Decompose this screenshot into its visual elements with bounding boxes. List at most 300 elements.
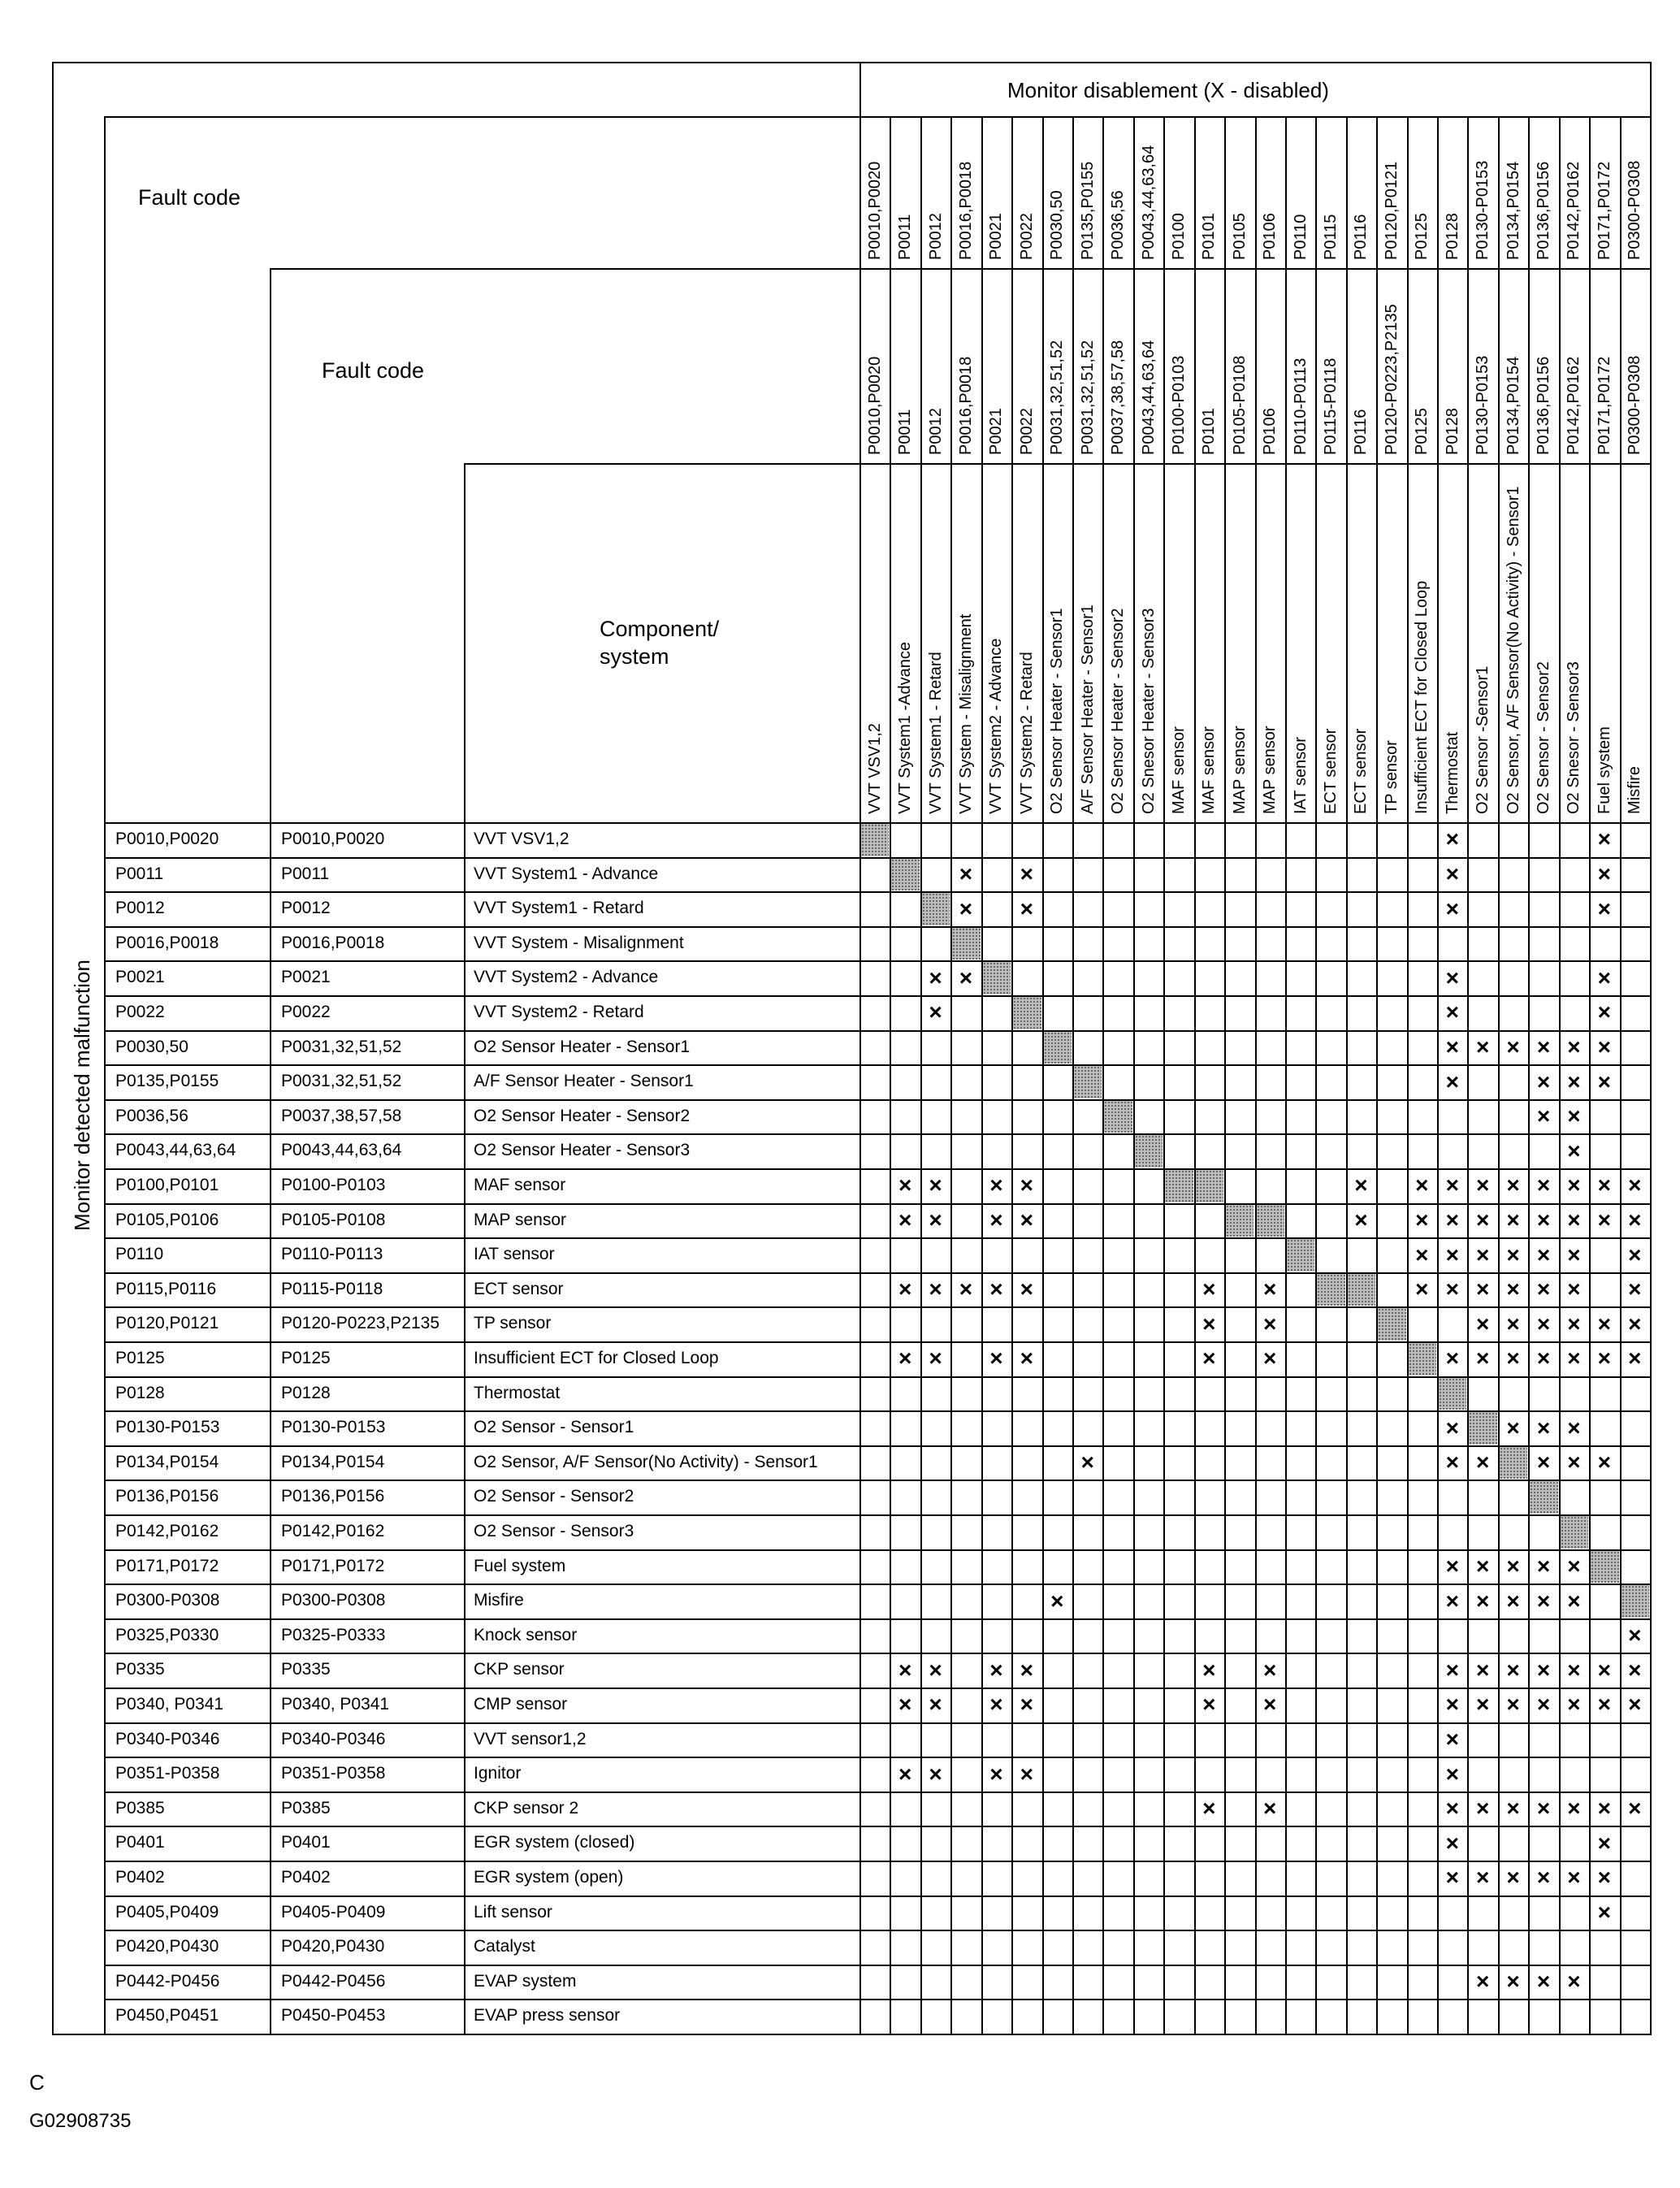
column-component-name: O2 Snesor Heater - Sensor3 xyxy=(1139,608,1158,814)
grid-line xyxy=(920,116,922,2034)
disabled-x-mark: × xyxy=(1506,1311,1520,1337)
row-fault-code-2: P0340, P0341 xyxy=(281,1695,390,1714)
column-component-name: Thermostat xyxy=(1443,731,1461,814)
disabled-x-mark: × xyxy=(1445,1692,1459,1718)
column-code-1: P0300-P0308 xyxy=(1626,160,1644,260)
grid-line xyxy=(104,1376,1652,1378)
disabled-x-mark: × xyxy=(898,1172,912,1198)
disabled-x-mark: × xyxy=(929,1692,942,1718)
disabled-x-mark: × xyxy=(1020,1761,1033,1787)
disabled-x-mark: × xyxy=(1597,1033,1612,1059)
disabled-x-mark: × xyxy=(989,1207,1003,1233)
disabled-x-mark: × xyxy=(1536,1553,1551,1579)
column-code-1: P0120,P0121 xyxy=(1382,161,1401,260)
grid-line xyxy=(1102,116,1104,2034)
grid-line xyxy=(1163,116,1165,2034)
disabled-x-mark: × xyxy=(1567,1311,1581,1337)
disabled-x-mark: × xyxy=(1445,1726,1459,1752)
grid-line xyxy=(1042,116,1044,2034)
column-component-name: ECT sensor xyxy=(1322,728,1340,814)
column-code-1: P0142,P0162 xyxy=(1565,161,1583,260)
grid-line xyxy=(1315,116,1317,2034)
row-fault-code-1: P0340-P0346 xyxy=(115,1729,220,1748)
row-component-name: Lift sensor xyxy=(474,1902,552,1922)
disabled-x-mark: × xyxy=(1445,895,1459,921)
row-component-name: CKP sensor xyxy=(474,1660,565,1679)
row-fault-code-2: P0010,P0020 xyxy=(281,830,385,848)
row-component-name: O2 Sensor - Sensor3 xyxy=(474,1522,634,1540)
self-monitor-hatched-cell xyxy=(1165,1170,1193,1202)
grid-line xyxy=(1133,116,1135,2034)
grid-line xyxy=(270,268,271,2034)
disabled-x-mark: × xyxy=(1536,1172,1551,1198)
row-fault-code-2: P0031,32,51,52 xyxy=(281,1072,402,1091)
disabled-x-mark: × xyxy=(1597,1068,1612,1094)
row-fault-code-1: P0100,P0101 xyxy=(115,1176,219,1194)
disabled-x-mark: × xyxy=(1202,1276,1216,1302)
column-code-1: P0134,P0154 xyxy=(1504,161,1522,260)
row-fault-code-1: P0022 xyxy=(115,1003,165,1021)
row-fault-code-1: P0135,P0155 xyxy=(115,1072,219,1091)
disabled-x-mark: × xyxy=(1506,1657,1520,1683)
row-fault-code-1: P0036,56 xyxy=(115,1106,188,1125)
disabled-x-mark: × xyxy=(1536,1276,1551,1302)
row-fault-code-1: P0128 xyxy=(115,1383,165,1402)
self-monitor-hatched-cell xyxy=(861,824,889,856)
grid-line xyxy=(1346,116,1348,2034)
row-fault-code-2: P0031,32,51,52 xyxy=(281,1037,402,1056)
disabled-x-mark: × xyxy=(1628,1241,1642,1267)
disabled-x-mark: × xyxy=(1445,1830,1459,1856)
self-monitor-hatched-cell xyxy=(1348,1274,1375,1306)
row-fault-code-1: P0115,P0116 xyxy=(115,1279,217,1298)
disabled-x-mark: × xyxy=(1263,1692,1277,1718)
column-component-name: MAF sensor xyxy=(1169,726,1188,814)
disabled-x-mark: × xyxy=(929,999,942,1025)
column-code-2: P0022 xyxy=(1017,408,1036,455)
row-fault-code-2: P0125 xyxy=(281,1349,331,1367)
disabled-x-mark: × xyxy=(1628,1345,1642,1371)
row-fault-code-1: P0043,44,63,64 xyxy=(115,1141,236,1160)
disabled-x-mark: × xyxy=(1445,1761,1459,1787)
disabled-x-mark: × xyxy=(1445,999,1459,1025)
row-fault-code-2: P0385 xyxy=(281,1798,331,1818)
row-component-name: EGR system (open) xyxy=(474,1868,624,1887)
column-code-1: P0022 xyxy=(1017,213,1036,260)
disabled-x-mark: × xyxy=(1415,1207,1429,1233)
disabled-x-mark: × xyxy=(1597,964,1612,990)
disabled-x-mark: × xyxy=(1567,1103,1581,1129)
disabled-x-mark: × xyxy=(1597,1830,1612,1856)
disabled-x-mark: × xyxy=(1202,1345,1216,1371)
row-component-name: IAT sensor xyxy=(474,1245,555,1264)
self-monitor-hatched-cell xyxy=(1439,1378,1466,1410)
row-fault-code-2: P0401 xyxy=(281,1833,331,1852)
column-code-1: P0115 xyxy=(1322,214,1340,260)
disabled-x-mark: × xyxy=(1597,1796,1612,1822)
disabled-x-mark: × xyxy=(989,1172,1003,1198)
footer-letter: C xyxy=(29,2070,45,2095)
disabled-x-mark: × xyxy=(1597,1311,1612,1337)
disabled-x-mark: × xyxy=(1202,1657,1216,1683)
disabled-x-mark: × xyxy=(1567,1865,1581,1891)
column-component-name: IAT sensor xyxy=(1291,737,1310,814)
self-monitor-hatched-cell xyxy=(1135,1135,1163,1168)
row-component-name: VVT System2 - Advance xyxy=(474,968,659,987)
row-component-name: O2 Sensor Heater - Sensor2 xyxy=(474,1106,691,1125)
disabled-x-mark: × xyxy=(1536,1588,1551,1614)
grid-line xyxy=(104,1826,1652,1827)
grid-line xyxy=(1224,116,1226,2034)
disabled-x-mark: × xyxy=(1445,1657,1459,1683)
self-monitor-hatched-cell xyxy=(1257,1205,1284,1237)
row-component-name: O2 Sensor - Sensor2 xyxy=(474,1487,634,1506)
disabled-x-mark: × xyxy=(1567,1068,1581,1094)
column-component-name: MAF sensor xyxy=(1200,726,1219,814)
column-code-2: P0101 xyxy=(1200,408,1219,455)
disabled-x-mark: × xyxy=(1567,1276,1581,1302)
disabled-x-mark: × xyxy=(929,1761,942,1787)
column-code-1: P0030,50 xyxy=(1048,190,1067,260)
column-component-name: ECT sensor xyxy=(1352,728,1370,814)
disabled-x-mark: × xyxy=(1567,1553,1581,1579)
grid-line xyxy=(104,116,106,2034)
column-code-1: P0101 xyxy=(1200,213,1219,260)
column-code-1: P0171,P0172 xyxy=(1595,161,1613,260)
row-fault-code-1: P0105,P0106 xyxy=(115,1210,219,1229)
disabled-x-mark: × xyxy=(1475,1692,1490,1718)
row-component-name: EVAP system xyxy=(474,1971,577,1991)
row-component-name: EGR system (closed) xyxy=(474,1833,635,1852)
disabled-x-mark: × xyxy=(1506,1172,1520,1198)
disabled-x-mark: × xyxy=(1597,826,1612,852)
disabled-x-mark: × xyxy=(1475,1207,1490,1233)
column-component-name: MAP sensor xyxy=(1261,726,1279,814)
disabled-x-mark: × xyxy=(1445,1415,1459,1441)
row-component-name: MAF sensor xyxy=(474,1176,566,1194)
row-component-name: O2 Sensor, A/F Sensor(No Activity) - Sensor1 xyxy=(474,1452,818,1471)
disabled-x-mark: × xyxy=(1475,1865,1490,1891)
row-fault-code-1: P0171,P0172 xyxy=(115,1556,219,1575)
row-fault-code-2: P0120-P0223,P2135 xyxy=(281,1314,439,1333)
column-code-2: P0134,P0154 xyxy=(1504,356,1522,455)
column-code-2: P0012 xyxy=(926,408,945,455)
column-code-2: P0120-P0223,P2135 xyxy=(1382,304,1401,455)
disabled-x-mark: × xyxy=(1475,1449,1490,1475)
grid-line xyxy=(104,1653,1652,1654)
disabled-x-mark: × xyxy=(1536,1692,1551,1718)
disabled-x-mark: × xyxy=(1628,1207,1642,1233)
grid-line xyxy=(52,62,54,2035)
disabled-x-mark: × xyxy=(1628,1657,1642,1683)
disabled-x-mark: × xyxy=(1567,1345,1581,1371)
grid-line xyxy=(1437,116,1439,2034)
column-component-name: O2 Sensor - Sensor2 xyxy=(1535,661,1553,814)
row-fault-code-1: P0016,P0018 xyxy=(115,933,219,952)
disabled-x-mark: × xyxy=(1597,860,1612,886)
row-component-name: VVT System - Misalignment xyxy=(474,933,684,952)
disabled-x-mark: × xyxy=(1628,1692,1642,1718)
column-code-1: P0110 xyxy=(1291,214,1310,260)
disabled-x-mark: × xyxy=(1628,1796,1642,1822)
disabled-x-mark: × xyxy=(1020,1172,1033,1198)
disabled-x-mark: × xyxy=(1415,1241,1429,1267)
column-code-2: P0106 xyxy=(1261,408,1279,455)
row-component-name: Catalyst xyxy=(474,1937,535,1956)
disabled-x-mark: × xyxy=(989,1657,1003,1683)
row-fault-code-2: P0171,P0172 xyxy=(281,1556,385,1575)
disabled-x-mark: × xyxy=(1628,1311,1642,1337)
column-code-1: P0010,P0020 xyxy=(865,161,884,260)
disabled-x-mark: × xyxy=(1506,1796,1520,1822)
column-code-2: P0010,P0020 xyxy=(865,356,884,455)
column-code-1: P0135,P0155 xyxy=(1078,161,1097,260)
disabled-x-mark: × xyxy=(1475,1345,1490,1371)
column-code-2: P0142,P0162 xyxy=(1565,356,1583,455)
disabled-x-mark: × xyxy=(1263,1796,1277,1822)
row-fault-code-2: P0110-P0113 xyxy=(281,1245,383,1264)
row-fault-code-1: P0450,P0451 xyxy=(115,2006,219,2026)
column-component-name: TP sensor xyxy=(1382,740,1401,814)
row-fault-code-2: P0130-P0153 xyxy=(281,1418,386,1437)
column-code-2: P0171,P0172 xyxy=(1595,356,1613,455)
grid-line xyxy=(1589,116,1591,2034)
figure-id: G02908735 xyxy=(29,2110,132,2132)
column-component-name: O2 Sensor Heater - Sensor1 xyxy=(1048,608,1067,814)
disabled-x-mark: × xyxy=(1475,1311,1490,1337)
column-component-name: Fuel system xyxy=(1595,726,1613,814)
self-monitor-hatched-cell xyxy=(983,962,1011,994)
disabled-x-mark: × xyxy=(1506,1276,1520,1302)
grid-line xyxy=(104,1792,1652,1793)
column-code-2: P0011 xyxy=(896,409,915,455)
column-code-1: P0125 xyxy=(1413,213,1431,260)
column-code-1: P0021 xyxy=(987,213,1006,260)
row-fault-code-1: P0110 xyxy=(115,1245,164,1264)
disabled-x-mark: × xyxy=(959,1276,973,1302)
column-code-1: P0116 xyxy=(1352,214,1370,260)
row-fault-code-1: P0030,50 xyxy=(115,1037,188,1056)
disabled-x-mark: × xyxy=(1597,1865,1612,1891)
grid-line xyxy=(104,960,1652,962)
disabled-x-mark: × xyxy=(1597,1657,1612,1683)
disabled-x-mark: × xyxy=(1445,964,1459,990)
column-code-2: P0100-P0103 xyxy=(1169,355,1188,455)
disabled-x-mark: × xyxy=(989,1276,1003,1302)
column-component-name: VVT VSV1,2 xyxy=(865,723,884,814)
disabled-x-mark: × xyxy=(1263,1657,1277,1683)
row-component-name: O2 Sensor Heater - Sensor1 xyxy=(474,1037,691,1056)
component-system-header: Component/ system xyxy=(600,617,720,669)
disabled-x-mark: × xyxy=(929,1345,942,1371)
disabled-x-mark: × xyxy=(1536,1345,1551,1371)
disabled-x-mark: × xyxy=(1628,1623,1642,1649)
grid-line xyxy=(104,116,1652,118)
column-code-2: P0031,32,51,52 xyxy=(1078,340,1097,455)
row-fault-code-2: P0012 xyxy=(281,899,331,918)
disabled-x-mark: × xyxy=(1445,1449,1459,1475)
column-component-name: VVT System - Misalignment xyxy=(956,613,975,814)
self-monitor-hatched-cell xyxy=(1378,1308,1405,1341)
grid-line xyxy=(1194,116,1196,2034)
column-component-name: O2 Sensor -Sensor1 xyxy=(1474,665,1492,814)
row-fault-code-1: P0385 xyxy=(115,1798,165,1818)
disabled-x-mark: × xyxy=(959,860,973,886)
disabled-x-mark: × xyxy=(1445,1553,1459,1579)
disabled-x-mark: × xyxy=(1445,1865,1459,1891)
row-fault-code-2: P0037,38,57,58 xyxy=(281,1106,402,1125)
disabled-x-mark: × xyxy=(1536,1311,1551,1337)
column-code-1: P0128 xyxy=(1443,213,1461,260)
disabled-x-mark: × xyxy=(1597,1207,1612,1233)
disabled-x-mark: × xyxy=(1506,1345,1520,1371)
disabled-x-mark: × xyxy=(1445,1241,1459,1267)
row-component-name: A/F Sensor Heater - Sensor1 xyxy=(474,1072,694,1091)
column-component-name: VVT System1 -Advance xyxy=(896,642,915,814)
row-component-name: Misfire xyxy=(474,1591,524,1610)
self-monitor-hatched-cell xyxy=(1409,1343,1436,1376)
disabled-x-mark: × xyxy=(929,1276,942,1302)
disabled-x-mark: × xyxy=(1567,1172,1581,1198)
disabled-x-mark: × xyxy=(1020,1345,1033,1371)
disabled-x-mark: × xyxy=(1567,1033,1581,1059)
grid-line xyxy=(1650,62,1652,2035)
disabled-x-mark: × xyxy=(1506,1033,1520,1059)
disabled-x-mark: × xyxy=(1597,895,1612,921)
column-component-name: O2 Sensor, A/F Sensor(No Activity) - Sensor1 xyxy=(1504,486,1522,814)
disabled-x-mark: × xyxy=(989,1345,1003,1371)
row-fault-code-2: P0115-P0118 xyxy=(281,1279,383,1298)
disabled-x-mark: × xyxy=(1506,1692,1520,1718)
column-code-2: P0128 xyxy=(1443,408,1461,455)
disabled-x-mark: × xyxy=(1597,999,1612,1025)
disabled-x-mark: × xyxy=(1536,1241,1551,1267)
disabled-x-mark: × xyxy=(1445,1172,1459,1198)
disabled-x-mark: × xyxy=(1475,1969,1490,1995)
disabled-x-mark: × xyxy=(989,1761,1003,1787)
disabled-x-mark: × xyxy=(929,1207,942,1233)
self-monitor-hatched-cell xyxy=(1287,1239,1314,1272)
disabled-x-mark: × xyxy=(1567,1137,1581,1163)
disabled-x-mark: × xyxy=(1263,1311,1277,1337)
grid-line xyxy=(1011,116,1013,2034)
disabled-x-mark: × xyxy=(1445,1207,1459,1233)
disabled-x-mark: × xyxy=(1536,1207,1551,1233)
grid-line xyxy=(1407,116,1409,2034)
row-fault-code-2: P0011 xyxy=(281,864,330,883)
grid-line xyxy=(981,116,983,2034)
self-monitor-hatched-cell xyxy=(952,928,980,960)
disabled-x-mark: × xyxy=(1020,860,1033,886)
self-monitor-hatched-cell xyxy=(1044,1032,1072,1064)
column-code-2: P0031,32,51,52 xyxy=(1048,340,1067,455)
disabled-x-mark: × xyxy=(898,1692,912,1718)
self-monitor-hatched-cell xyxy=(922,893,950,925)
column-code-2: P0110-P0113 xyxy=(1291,357,1310,455)
row-fault-code-1: P0134,P0154 xyxy=(115,1452,219,1471)
disabled-x-mark: × xyxy=(1536,1796,1551,1822)
self-monitor-hatched-cell xyxy=(1226,1205,1254,1237)
column-component-name: A/F Sensor Heater - Sensor1 xyxy=(1078,604,1097,814)
grid-line xyxy=(1498,116,1500,2034)
disabled-x-mark: × xyxy=(1020,1692,1033,1718)
column-code-2: P0300-P0308 xyxy=(1626,355,1644,455)
column-code-1: P0036,56 xyxy=(1109,190,1128,260)
grid-line xyxy=(270,268,1652,270)
row-fault-code-2: P0142,P0162 xyxy=(281,1522,385,1540)
row-component-name: MAP sensor xyxy=(474,1210,566,1229)
disabled-x-mark: × xyxy=(1263,1276,1277,1302)
disabled-x-mark: × xyxy=(1536,1969,1551,1995)
column-code-1: P0100 xyxy=(1169,213,1188,260)
row-component-name: EVAP press sensor xyxy=(474,2006,621,2026)
grid-line xyxy=(104,1861,1652,1862)
row-component-name: Thermostat xyxy=(474,1383,561,1402)
disabled-x-mark: × xyxy=(1536,1103,1551,1129)
disabled-x-mark: × xyxy=(1050,1588,1064,1614)
self-monitor-hatched-cell xyxy=(1591,1551,1618,1584)
grid-line xyxy=(464,463,1652,465)
row-component-name: Ignitor xyxy=(474,1764,522,1783)
disabled-x-mark: × xyxy=(1506,1415,1520,1441)
disabled-x-mark: × xyxy=(959,895,973,921)
row-component-name: TP sensor xyxy=(474,1314,552,1333)
disabled-x-mark: × xyxy=(1597,1345,1612,1371)
row-fault-code-2: P0340-P0346 xyxy=(281,1729,386,1748)
disabled-x-mark: × xyxy=(1536,1657,1551,1683)
column-component-name: O2 Snesor - Sensor3 xyxy=(1565,661,1583,814)
row-fault-code-1: P0142,P0162 xyxy=(115,1522,219,1540)
fault-code-header-2: Fault code xyxy=(322,358,425,383)
fault-code-header-1: Fault code xyxy=(138,185,241,210)
grid-line xyxy=(104,857,1652,859)
column-component-name: Misfire xyxy=(1626,766,1644,814)
disabled-x-mark: × xyxy=(1536,1865,1551,1891)
disabled-x-mark: × xyxy=(1567,1692,1581,1718)
row-fault-code-2: P0021 xyxy=(281,968,331,987)
column-component-name: VVT System2 - Advance xyxy=(987,638,1006,814)
disabled-x-mark: × xyxy=(1415,1276,1429,1302)
disabled-x-mark: × xyxy=(1536,1068,1551,1094)
disabled-x-mark: × xyxy=(959,964,973,990)
row-component-name: VVT System2 - Retard xyxy=(474,1003,644,1021)
grid-line xyxy=(1620,116,1622,2034)
column-component-name: VVT System1 - Retard xyxy=(926,652,945,814)
row-component-name: VVT sensor1,2 xyxy=(474,1729,587,1748)
disabled-x-mark: × xyxy=(1263,1345,1277,1371)
column-code-1: P0012 xyxy=(926,213,945,260)
disabled-x-mark: × xyxy=(929,964,942,990)
disabled-x-mark: × xyxy=(1445,826,1459,852)
row-fault-code-2: P0105-P0108 xyxy=(281,1210,386,1229)
grid-line xyxy=(104,891,1652,893)
row-component-name: VVT VSV1,2 xyxy=(474,830,569,848)
column-component-name: MAP sensor xyxy=(1230,726,1249,814)
disabled-x-mark: × xyxy=(898,1345,912,1371)
row-fault-code-1: P0420,P0430 xyxy=(115,1937,219,1956)
row-fault-code-2: P0134,P0154 xyxy=(281,1452,385,1471)
column-code-2: P0043,44,63,64 xyxy=(1139,340,1158,455)
row-component-name: CMP sensor xyxy=(474,1695,568,1714)
disabled-x-mark: × xyxy=(1475,1276,1490,1302)
self-monitor-hatched-cell xyxy=(1622,1585,1649,1618)
row-fault-code-2: P0402 xyxy=(281,1868,331,1887)
row-fault-code-2: P0100-P0103 xyxy=(281,1176,386,1194)
row-fault-code-2: P0351-P0358 xyxy=(281,1764,386,1783)
column-code-2: P0136,P0156 xyxy=(1535,356,1553,455)
row-component-name: Fuel system xyxy=(474,1556,566,1575)
disabled-x-mark: × xyxy=(1475,1033,1490,1059)
